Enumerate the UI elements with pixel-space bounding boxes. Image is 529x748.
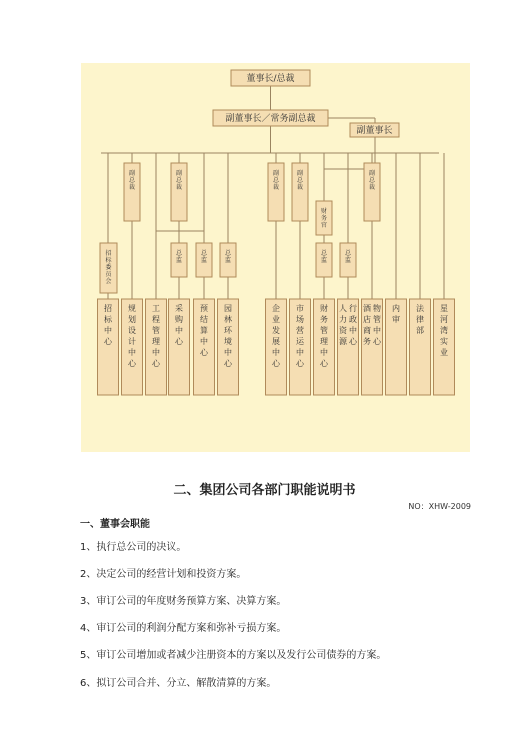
box-deputy-1 — [124, 163, 140, 221]
box-center-3-label: 工程管理中心 — [152, 304, 160, 368]
duty-item-3: 3、审订公司的年度财务预算方案、决算方案。 — [80, 596, 287, 607]
box-center-1 — [98, 299, 119, 395]
box-center-6-label: 园林环境中心 — [224, 304, 232, 368]
box-deputy-2 — [171, 163, 187, 221]
box-vice-chairman-executive-label: 副董事长／常务副总裁 — [225, 114, 316, 124]
box-center-8 — [290, 299, 311, 395]
box-center-13 — [410, 299, 431, 395]
box-center-10 — [338, 299, 359, 395]
box-center-14 — [434, 299, 455, 395]
box-finance-officer — [316, 201, 332, 235]
org-chart — [81, 63, 470, 452]
box-center-4-label: 采购中心 — [175, 304, 183, 346]
box-center-7 — [266, 299, 287, 395]
box-center-6 — [218, 299, 239, 395]
box-center-14-label: 星河湾实业 — [440, 304, 448, 357]
box-deputy-5 — [364, 163, 380, 221]
document-number: NO：XHW-2009 — [408, 502, 471, 511]
box-bid-committee — [100, 243, 117, 293]
box-center-5-label: 预结算中心 — [200, 304, 208, 357]
box-center-12-label: 内审 — [392, 304, 400, 324]
box-deputy-4 — [292, 163, 308, 221]
duty-item-2: 2、决定公司的经营计划和投资方案。 — [80, 569, 247, 580]
box-deputy-2-label: 副总裁 — [175, 170, 183, 191]
box-center-12 — [386, 299, 407, 395]
box-center-7-label: 企业发展中心 — [272, 304, 280, 368]
box-center-8-label: 市场营运中心 — [296, 304, 304, 368]
duty-item-5: 5、审订公司增加或者减少注册资本的方案以及发行公司债券的方案。 — [80, 650, 387, 661]
duty-item-6: 6、拟订公司合并、分立、解散清算的方案。 — [80, 678, 277, 689]
box-deputy-3-label: 副总裁 — [272, 170, 280, 191]
box-director-2-label: 总监 — [200, 250, 208, 264]
box-director-5 — [340, 243, 356, 277]
box-vice-chairman — [350, 123, 399, 137]
box-vice-chairman-label: 副董事长 — [356, 126, 393, 136]
box-director-1-label: 总监 — [175, 250, 183, 264]
box-center-10-label: 人力资源行政中心 — [339, 304, 357, 346]
box-chairman — [231, 70, 310, 86]
box-center-2 — [122, 299, 143, 395]
box-deputy-5-label: 副总裁 — [368, 170, 376, 191]
box-center-5 — [194, 299, 215, 395]
box-center-9 — [314, 299, 335, 395]
box-center-1-label: 招标中心 — [104, 304, 112, 346]
box-center-4 — [169, 299, 190, 395]
box-center-2-label: 规划设计中心 — [128, 304, 136, 368]
box-deputy-3 — [268, 163, 284, 221]
box-center-11 — [362, 299, 383, 395]
box-deputy-4-label: 副总裁 — [296, 170, 304, 191]
document-title: 二、集团公司各部门职能说明书 — [173, 483, 356, 498]
box-director-2 — [196, 243, 212, 277]
box-chairman-label: 董事长/总裁 — [246, 74, 295, 84]
box-center-3 — [146, 299, 167, 395]
box-center-11-label: 酒店商务物管中心 — [363, 304, 381, 346]
section-heading: 一、董事会职能 — [80, 519, 150, 530]
box-director-5-label: 总监 — [344, 250, 352, 264]
box-director-4 — [316, 243, 332, 277]
duty-item-4: 4、审订公司的利润分配方案和弥补亏损方案。 — [80, 623, 287, 634]
box-director-3-label: 总监 — [224, 250, 232, 264]
box-director-3 — [220, 243, 236, 277]
duty-item-1: 1、执行总公司的决议。 — [80, 542, 187, 553]
box-vice-chairman-executive — [213, 110, 328, 126]
box-deputy-1-label: 副总裁 — [128, 170, 136, 191]
box-director-4-label: 总监 — [320, 250, 328, 264]
box-center-9-label: 财务管理中心 — [320, 304, 328, 368]
box-director-1 — [171, 243, 187, 277]
box-center-13-label: 法律部 — [416, 304, 424, 335]
box-finance-officer-label: 财务官 — [320, 208, 328, 229]
box-bid-committee-label: 招标委员会 — [105, 250, 112, 285]
